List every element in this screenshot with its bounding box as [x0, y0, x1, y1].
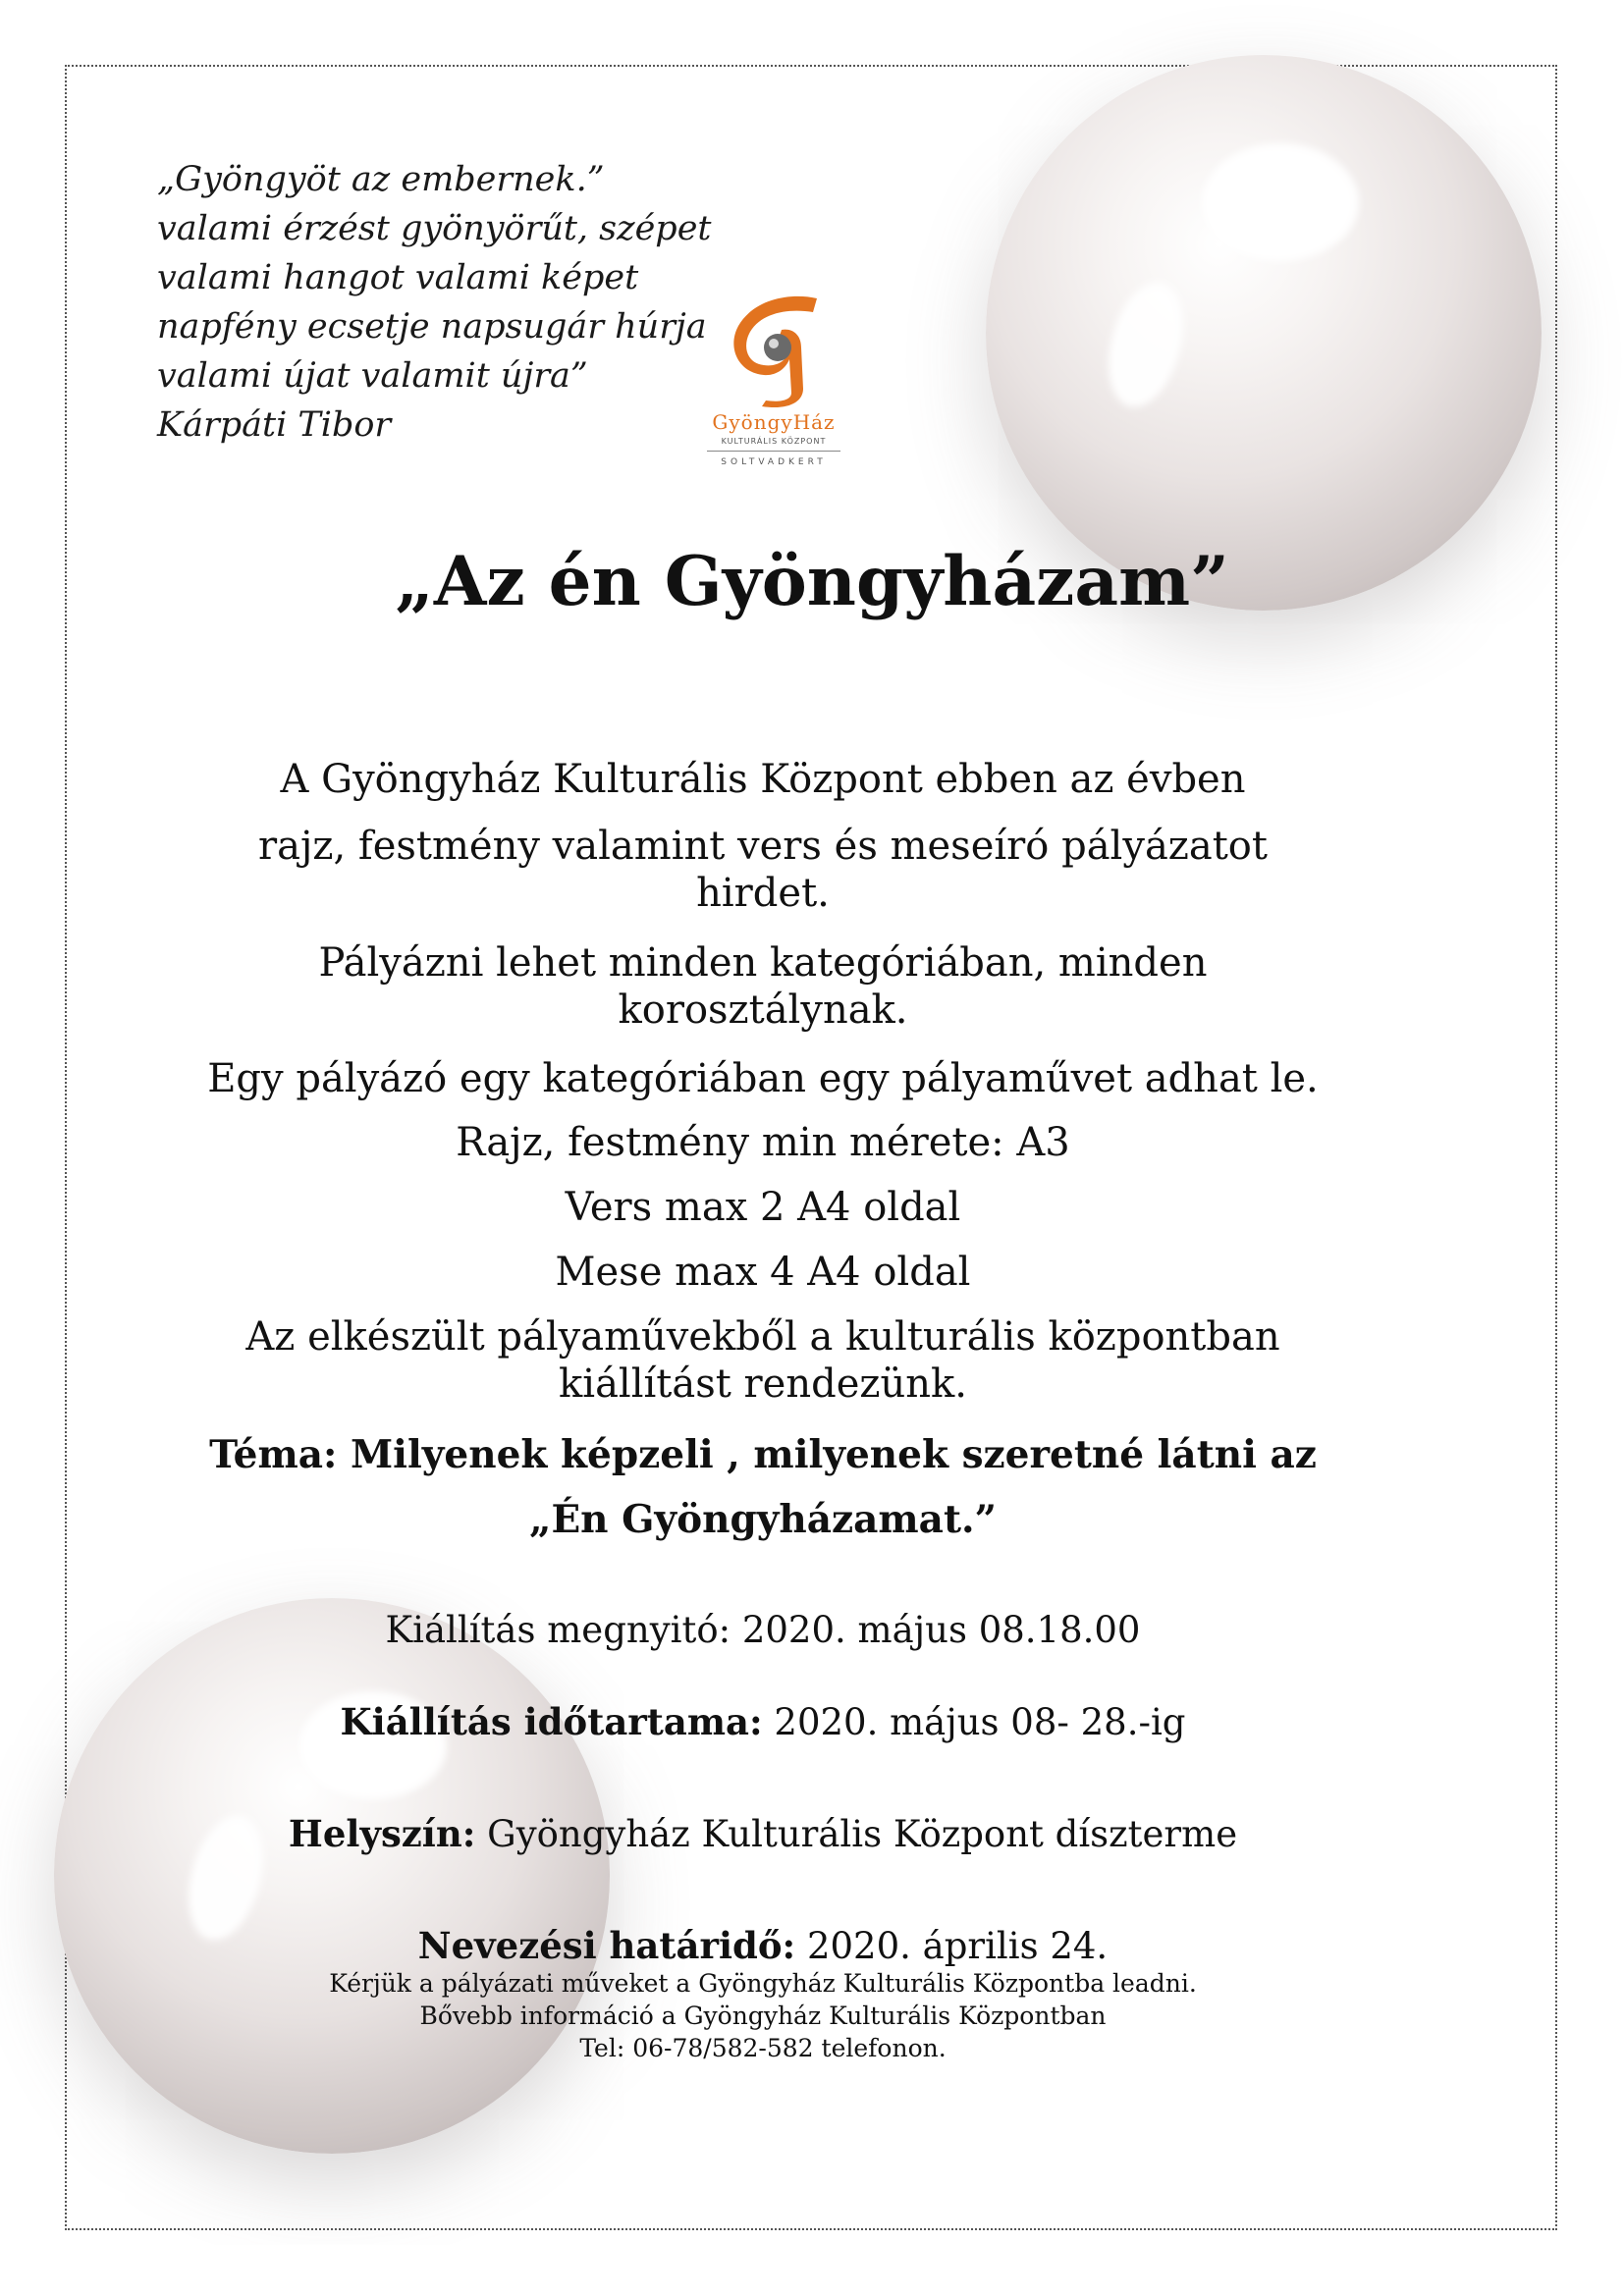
logo-name: GyöngyHáz — [712, 410, 836, 434]
pearl-bottom-image — [54, 1598, 610, 2154]
logo-subtitle: KULTURÁLIS KÖZPONT — [721, 437, 827, 446]
paragraph: Az elkészült pályaművekből a kulturális központban kiállítást rendezünk. — [245, 1314, 1280, 1407]
deadline-label: Nevezési határidő: — [417, 1924, 796, 1967]
footer-line: Tel: 06-78/582-582 telefonon. — [579, 2034, 947, 2062]
exhibition-location — [118, 1810, 1408, 1858]
quote-line: valami hangot valami képet — [157, 258, 639, 297]
pearl-g-logo-icon — [697, 291, 850, 408]
location-value: Gyöngyház Kulturális Központ díszterme — [475, 1813, 1238, 1855]
location-label: Helyszín: — [288, 1812, 476, 1855]
footer-line: Bővebb információ a Gyöngyház Kulturális Központban — [419, 2002, 1107, 2030]
quote-line: napfény ecsetje napsugár húrja — [157, 307, 707, 347]
exhibition-opening: Kiállítás megnyitó: 2020. május 08.18.00 — [385, 1609, 1141, 1651]
logo-divider — [707, 451, 840, 452]
footer-line: Kérjük a pályázati műveket a Gyöngyház Kulturális Központba leadni. — [329, 1969, 1197, 1998]
poem-quote — [157, 155, 711, 450]
paragraph: rajz, festmény valamint vers és meseíró pályázatot hirdet. — [258, 824, 1268, 916]
entry-deadline — [118, 1922, 1408, 1970]
quote-line: valami érzést gyönyörűt, szépet — [157, 209, 712, 248]
paragraph: Vers max 2 A4 oldal — [565, 1185, 961, 1230]
page-title: „Az én Gyöngyházam” — [395, 542, 1229, 621]
theme-line-1: Téma: Milyenek képzeli , milyenek szeretné látni az — [209, 1432, 1317, 1477]
paragraph: Mese max 4 A4 oldal — [555, 1250, 971, 1295]
paragraph: Pályázni lehet minden kategóriában, minden korosztálynak. — [318, 940, 1208, 1033]
gyongyhaz-logo — [697, 291, 850, 477]
paragraph: Egy pályázó egy kategóriában egy pályaművet adhat le. — [207, 1056, 1319, 1101]
paragraph: Rajz, festmény min mérete: A3 — [456, 1120, 1070, 1165]
deadline-value: 2020. április 24. — [795, 1925, 1109, 1967]
duration-label: Kiállítás időtartama: — [340, 1700, 763, 1743]
paragraph: A Gyöngyház Kulturális Központ ebben az évben — [280, 757, 1246, 802]
quote-author: Kárpáti Tibor — [157, 405, 392, 445]
theme-line-2: „Én Gyöngyházamat.” — [529, 1497, 997, 1542]
quote-line: valami újat valamit újra” — [157, 356, 588, 396]
duration-value: 2020. május 08- 28.-ig — [762, 1701, 1186, 1743]
exhibition-duration — [118, 1698, 1408, 1746]
logo-city: SOLTVADKERT — [721, 457, 827, 467]
pearl-top-image — [986, 55, 1542, 611]
quote-line: „Gyöngyöt az embernek.” — [157, 160, 605, 199]
